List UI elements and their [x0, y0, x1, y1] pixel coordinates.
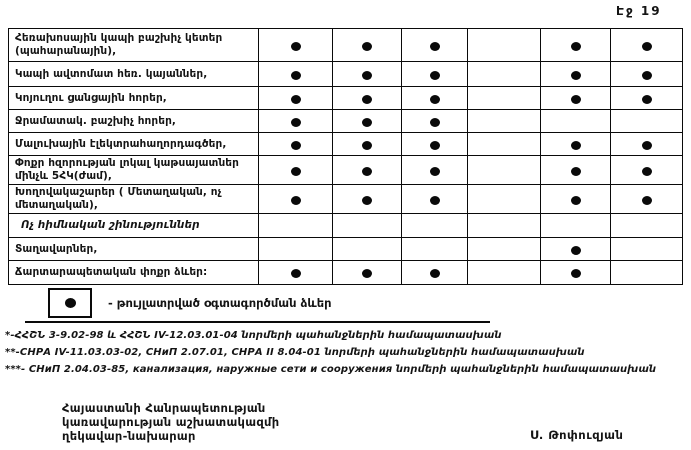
dot-cell — [259, 133, 333, 156]
permitted-dot-icon — [362, 118, 372, 127]
table-row — [9, 29, 683, 62]
permitted-use-table-wrap — [8, 28, 683, 285]
dot-cell — [259, 261, 333, 285]
permitted-dot-icon — [571, 269, 581, 278]
dot-cell — [468, 185, 541, 214]
permitted-dot-icon — [430, 269, 440, 278]
permitted-dot-icon — [642, 167, 652, 176]
dot-cell — [402, 29, 468, 62]
dot-cell — [402, 156, 468, 185]
permitted-dot-icon — [430, 196, 440, 205]
row-label: Ոչ հիմնական շինություններ — [9, 214, 259, 238]
dot-cell — [468, 133, 541, 156]
dot-cell — [333, 62, 402, 87]
dot-cell — [611, 133, 683, 156]
permitted-dot-icon — [362, 95, 372, 104]
dot-cell — [333, 185, 402, 214]
row-label: Կապի ավտոմատ հեռ. կայաններ, — [9, 62, 259, 87]
permitted-dot-icon — [291, 95, 301, 104]
dot-cell — [259, 29, 333, 62]
dot-cell — [333, 133, 402, 156]
permitted-dot-icon — [571, 71, 581, 80]
dot-cell — [611, 87, 683, 110]
dot-cell — [468, 62, 541, 87]
table-row — [9, 87, 683, 110]
table-row — [9, 133, 683, 156]
permitted-dot-icon — [571, 196, 581, 205]
dot-cell — [541, 261, 611, 285]
permitted-dot-icon — [642, 71, 652, 80]
row-label: Ճարտարապետական փոքր ձևեր: — [9, 261, 259, 285]
permitted-dot-icon — [430, 141, 440, 150]
permitted-dot-icon — [362, 269, 372, 278]
dot-cell — [402, 214, 468, 238]
official-line: Հայաստանի Հանրապետության — [62, 401, 266, 415]
dot-cell — [402, 185, 468, 214]
dot-cell — [468, 29, 541, 62]
dot-cell — [611, 29, 683, 62]
table-row — [9, 156, 683, 185]
dot-cell — [541, 238, 611, 261]
table-row — [9, 214, 683, 238]
permitted-dot-icon — [291, 71, 301, 80]
dot-cell — [541, 156, 611, 185]
row-label: Մալուխային էլեկտրահաղորդագծեր, — [9, 133, 259, 156]
legend-dot-icon — [65, 298, 76, 308]
dot-cell — [468, 156, 541, 185]
legend-symbol-box — [48, 288, 92, 318]
permitted-dot-icon — [571, 167, 581, 176]
dot-cell — [333, 156, 402, 185]
dot-cell — [402, 87, 468, 110]
permitted-dot-icon — [362, 196, 372, 205]
permitted-dot-icon — [430, 118, 440, 127]
permitted-dot-icon — [430, 71, 440, 80]
row-label: Տաղավարներ, — [9, 238, 259, 261]
dot-cell — [333, 87, 402, 110]
legend-label: - թույլատրված օգտագործման ձևեր — [108, 296, 332, 310]
permitted-dot-icon — [642, 42, 652, 51]
footnotes — [5, 327, 689, 378]
official-line: կառավարության աշխատակազմի — [62, 415, 280, 429]
legend-underline — [25, 321, 490, 323]
dot-cell — [259, 110, 333, 133]
dot-cell — [541, 110, 611, 133]
page-number: Էջ 19 — [616, 4, 662, 18]
permitted-use-table — [8, 28, 683, 285]
dot-cell — [611, 156, 683, 185]
dot-cell — [611, 62, 683, 87]
permitted-dot-icon — [642, 141, 652, 150]
dot-cell — [333, 29, 402, 62]
dot-cell — [259, 238, 333, 261]
table-row — [9, 238, 683, 261]
dot-cell — [541, 214, 611, 238]
row-label: Ջրամատակ. բաշխիչ հորեր, — [9, 110, 259, 133]
dot-cell — [259, 156, 333, 185]
dot-cell — [541, 185, 611, 214]
permitted-dot-icon — [291, 269, 301, 278]
dot-cell — [541, 133, 611, 156]
footnote: *-ՀՀՇՆ 3-9.02-98 և ՀՀՇՆ IV-12.03.01-04 նորմերի պահանջներին համապատասխան — [5, 330, 502, 341]
dot-cell — [611, 110, 683, 133]
permitted-dot-icon — [571, 141, 581, 150]
dot-cell — [333, 110, 402, 133]
footnote: **-СНРА IV-11.03.03-02, СНиП 2.07.01, СНРА II 8.04-01 նորմերի պահանջներին համապատասխան — [5, 347, 585, 358]
footnote: ***- СНиП 2.04.03-85, канализация, наружные сети и сооружения նորմերի պահանջներին համապատասխան — [5, 364, 657, 375]
dot-cell — [611, 238, 683, 261]
table-row — [9, 185, 683, 214]
dot-cell — [402, 261, 468, 285]
row-label: Փոքր հզորության լոկալ կաթսայատներ մինչև 5ՀԿ(ժամ), — [9, 156, 259, 185]
legend — [48, 288, 332, 318]
permitted-dot-icon — [291, 42, 301, 51]
table-row — [9, 62, 683, 87]
dot-cell — [259, 185, 333, 214]
permitted-dot-icon — [291, 118, 301, 127]
dot-cell — [259, 214, 333, 238]
permitted-dot-icon — [571, 95, 581, 104]
dot-cell — [541, 62, 611, 87]
permitted-dot-icon — [362, 42, 372, 51]
dot-cell — [468, 261, 541, 285]
dot-cell — [333, 214, 402, 238]
permitted-dot-icon — [571, 42, 581, 51]
permitted-dot-icon — [642, 95, 652, 104]
dot-cell — [541, 87, 611, 110]
dot-cell — [402, 238, 468, 261]
dot-cell — [611, 185, 683, 214]
permitted-dot-icon — [291, 141, 301, 150]
permitted-dot-icon — [430, 42, 440, 51]
dot-cell — [468, 110, 541, 133]
dot-cell — [611, 261, 683, 285]
permitted-dot-icon — [291, 196, 301, 205]
row-label: Խողովակաշարեր ( Մետաղական, ոչ մետաղական), — [9, 185, 259, 214]
permitted-dot-icon — [362, 141, 372, 150]
table-body — [9, 29, 683, 285]
official-line: ղեկավար-նախարար — [62, 429, 196, 443]
dot-cell — [402, 110, 468, 133]
dot-cell — [468, 238, 541, 261]
permitted-dot-icon — [291, 167, 301, 176]
dot-cell — [611, 214, 683, 238]
row-label: Հեռախոսային կապի բաշխիչ կետեր (պահարանային), — [9, 29, 259, 62]
dot-cell — [259, 87, 333, 110]
dot-cell — [402, 133, 468, 156]
table-row — [9, 110, 683, 133]
permitted-dot-icon — [362, 71, 372, 80]
permitted-dot-icon — [430, 95, 440, 104]
table-row — [9, 261, 683, 285]
permitted-dot-icon — [362, 167, 372, 176]
permitted-dot-icon — [571, 246, 581, 255]
dot-cell — [468, 214, 541, 238]
dot-cell — [333, 261, 402, 285]
dot-cell — [468, 87, 541, 110]
row-label: Կոյուղու ցանցային հորեր, — [9, 87, 259, 110]
signature-name: Ս. Թոփուզյան — [530, 428, 624, 442]
dot-cell — [402, 62, 468, 87]
dot-cell — [259, 62, 333, 87]
permitted-dot-icon — [430, 167, 440, 176]
dot-cell — [541, 29, 611, 62]
dot-cell — [333, 238, 402, 261]
permitted-dot-icon — [642, 196, 652, 205]
official-block — [62, 401, 279, 443]
